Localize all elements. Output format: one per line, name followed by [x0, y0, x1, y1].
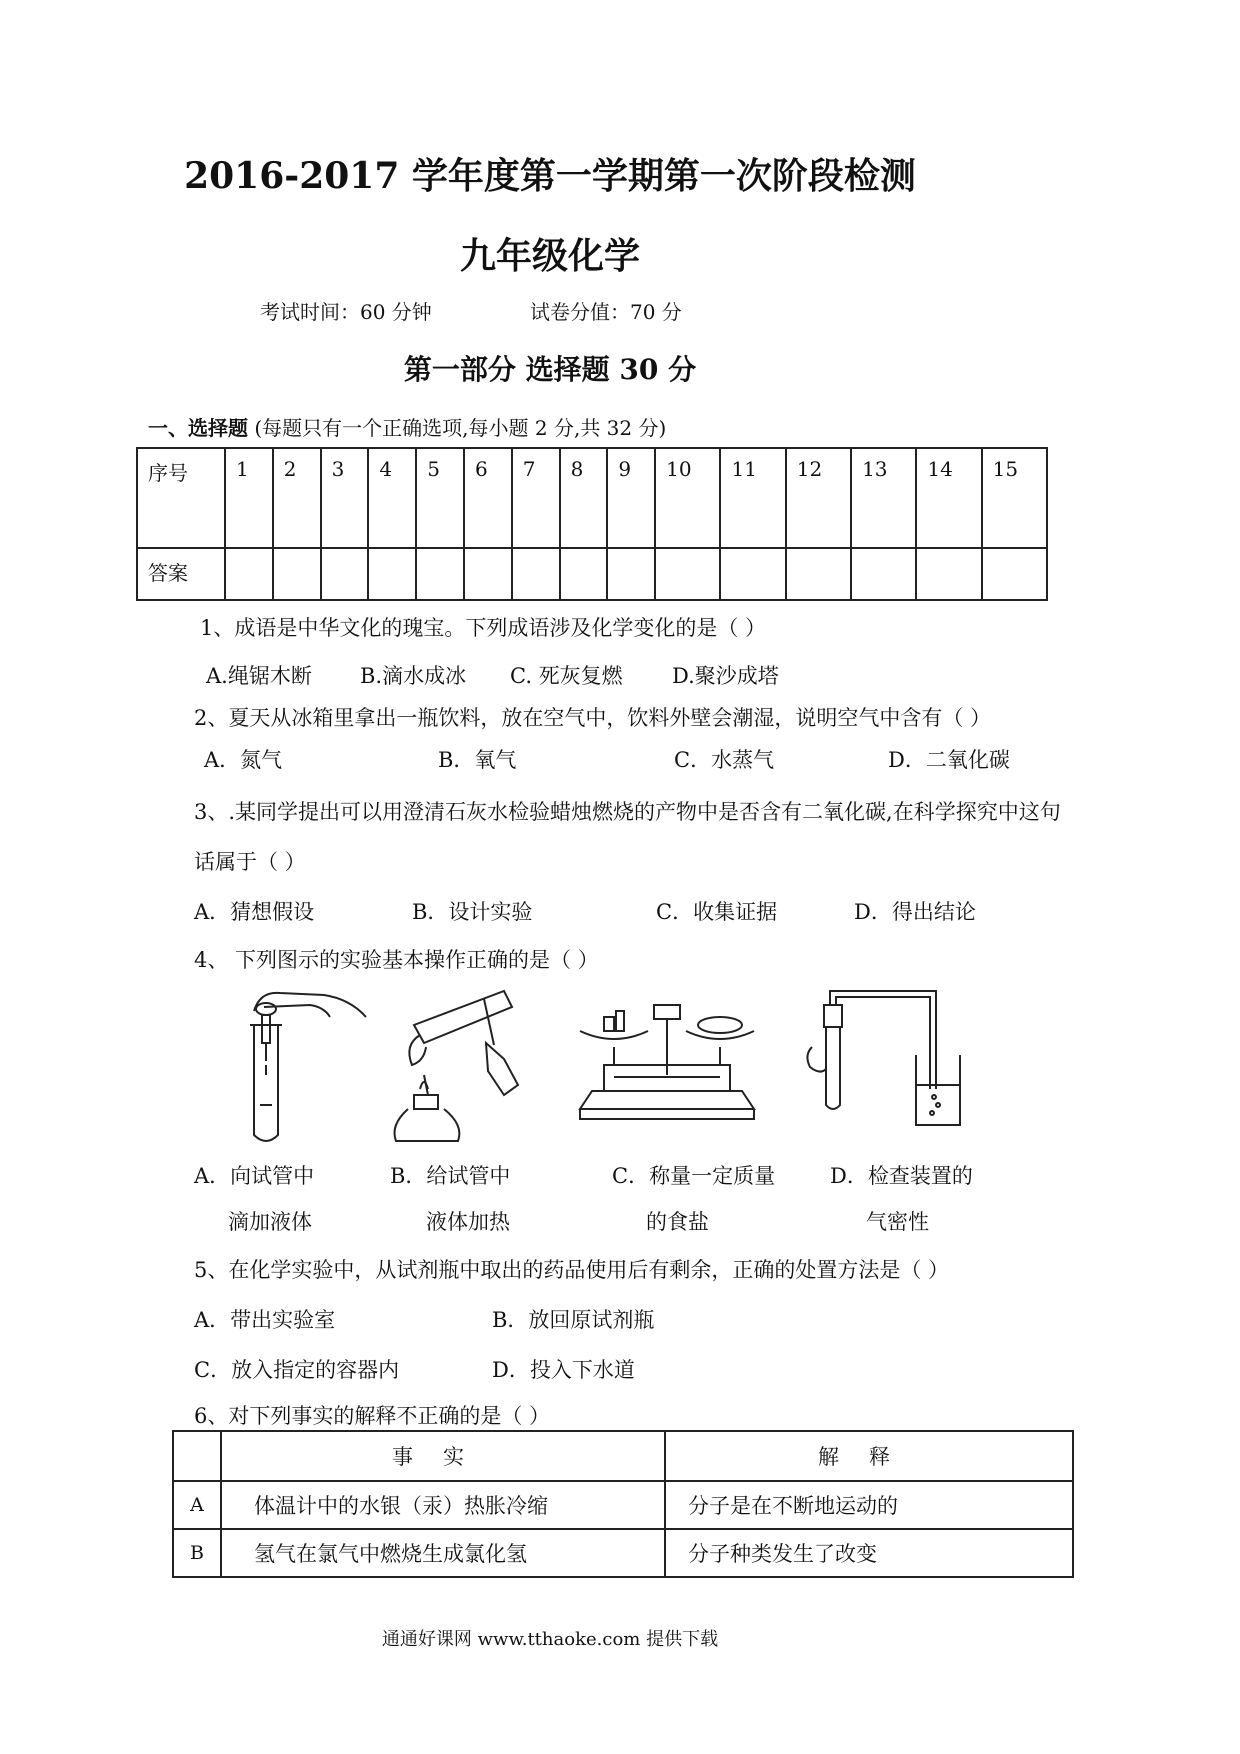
answer-table-row2-label: 答案 — [137, 548, 225, 600]
answer-table-number: 8 — [560, 448, 608, 548]
q2-option-a: A．氮气 — [204, 748, 283, 772]
q5-option-d: D．投入下水道 — [492, 1358, 635, 1382]
answer-table-number: 10 — [655, 448, 720, 548]
answer-table — [136, 447, 1048, 601]
answer-cell[interactable] — [916, 548, 981, 600]
q1-option-b: B.滴水成冰 — [360, 664, 467, 688]
question-1: 1、成语是中华文化的瑰宝。下列成语涉及化学变化的是（ ） — [200, 616, 767, 640]
table-row — [173, 1529, 1073, 1577]
answer-table-number: 4 — [368, 448, 416, 548]
answer-table-number: 12 — [786, 448, 851, 548]
answer-cell[interactable] — [982, 548, 1047, 600]
q2-option-b: B．氧气 — [438, 748, 517, 772]
answer-table-number: 6 — [464, 448, 512, 548]
q2-option-c: C．水蒸气 — [674, 748, 775, 772]
part-title: 第一部分 选择题 30 分 — [403, 353, 697, 386]
figure-b-heating — [384, 985, 534, 1150]
exam-subject: 九年级化学 — [459, 235, 640, 277]
q5-option-c: C．放入指定的容器内 — [194, 1358, 400, 1382]
figure-d-airtight — [800, 985, 980, 1150]
q5-option-b: B．放回原试剂瓶 — [492, 1308, 655, 1332]
section-note: (每题只有一个正确选项,每小题 2 分,共 32 分) — [254, 416, 667, 440]
answer-table-number: 15 — [982, 448, 1047, 548]
answer-cell[interactable] — [512, 548, 560, 600]
q3-option-d: D．得出结论 — [854, 900, 976, 924]
table-row — [173, 1481, 1073, 1529]
q1-option-c: C. 死灰复燃 — [510, 664, 623, 688]
q3-option-a: A．猜想假设 — [194, 900, 315, 924]
q5-option-a: A．带出实验室 — [194, 1308, 336, 1332]
answer-cell[interactable] — [321, 548, 369, 600]
page-footer: 通通好课网 www.tthaoke.com 提供下载 — [381, 1629, 719, 1650]
answer-cell[interactable] — [464, 548, 512, 600]
q4-option-a-line1: A．向试管中 — [194, 1164, 315, 1188]
q1-option-a: A.绳锯木断 — [206, 664, 312, 688]
fact-table-head-expl: 解释 — [665, 1431, 1073, 1481]
fact-row-key: B — [173, 1529, 221, 1577]
answer-cell[interactable] — [851, 548, 916, 600]
answer-cell[interactable] — [786, 548, 851, 600]
fact-table-corner — [173, 1431, 221, 1481]
q4-option-c-line2: 的食盐 — [646, 1210, 709, 1234]
answer-table-number: 9 — [607, 448, 655, 548]
answer-table-number: 2 — [273, 448, 321, 548]
section-label: 一、选择题 — [148, 416, 248, 440]
answer-cell[interactable] — [225, 548, 273, 600]
fact-table-head-fact: 事实 — [221, 1431, 665, 1481]
q3-option-b: B．设计实验 — [412, 900, 533, 924]
fact-row-fact: 体温计中的水银（汞）热胀冷缩 — [221, 1481, 665, 1529]
answer-cell[interactable] — [416, 548, 464, 600]
question-6: 6、对下列事实的解释不正确的是（ ） — [194, 1404, 551, 1428]
q4-option-b-line2: 液体加热 — [426, 1210, 510, 1234]
fact-row-key: A — [173, 1481, 221, 1529]
q2-option-d: D．二氧化碳 — [888, 748, 1010, 772]
question-2: 2、夏天从冰箱里拿出一瓶饮料，放在空气中，饮料外壁会潮湿，说明空气中含有（ ） — [194, 706, 992, 730]
answer-cell[interactable] — [560, 548, 608, 600]
question-3-line2: 话属于（ ） — [194, 850, 306, 874]
answer-cell[interactable] — [720, 548, 785, 600]
answer-cell[interactable] — [273, 548, 321, 600]
figure-c-balance — [574, 985, 764, 1150]
answer-table-row1-label: 序号 — [137, 448, 225, 548]
answer-table-number: 5 — [416, 448, 464, 548]
fact-row-expl: 分子是在不断地运动的 — [665, 1481, 1073, 1529]
answer-cell[interactable] — [368, 548, 416, 600]
q4-option-c-line1: C．称量一定质量 — [612, 1164, 776, 1188]
fact-row-fact: 氢气在氯气中燃烧生成氯化氢 — [221, 1529, 665, 1577]
answer-table-number: 14 — [916, 448, 981, 548]
answer-table-number: 7 — [512, 448, 560, 548]
q1-option-d: D.聚沙成塔 — [672, 664, 779, 688]
q3-option-c: C．收集证据 — [656, 900, 778, 924]
answer-table-number: 11 — [720, 448, 785, 548]
q4-option-d-line2: 气密性 — [866, 1210, 929, 1234]
question-5: 5、在化学实验中，从试剂瓶中取出的药品使用后有剩余，正确的处置方法是（ ） — [194, 1258, 950, 1282]
answer-table-number: 1 — [225, 448, 273, 548]
fact-row-expl: 分子种类发生了改变 — [665, 1529, 1073, 1577]
question-3-line1: 3、.某同学提出可以用澄清石灰水检验蜡烛燃烧的产物中是否含有二氧化碳,在科学探究中这句 — [194, 800, 1061, 824]
question-4: 4、 下列图示的实验基本操作正确的是（ ） — [194, 948, 599, 972]
exam-score: 试卷分值：70 分 — [530, 300, 682, 324]
answer-cell[interactable] — [607, 548, 655, 600]
q4-option-d-line1: D．检查装置的 — [830, 1164, 973, 1188]
fact-table — [172, 1430, 1074, 1578]
answer-cell[interactable] — [655, 548, 720, 600]
exam-title: 2016-2017 学年度第一学期第一次阶段检测 — [184, 155, 916, 197]
answer-table-number: 13 — [851, 448, 916, 548]
q4-option-a-line2: 滴加液体 — [228, 1210, 312, 1234]
section-heading — [148, 412, 666, 441]
exam-time: 考试时间：60 分钟 — [260, 300, 432, 324]
figure-a-dropper — [240, 985, 370, 1150]
answer-table-number: 3 — [321, 448, 369, 548]
q4-option-b-line1: B．给试管中 — [390, 1164, 511, 1188]
